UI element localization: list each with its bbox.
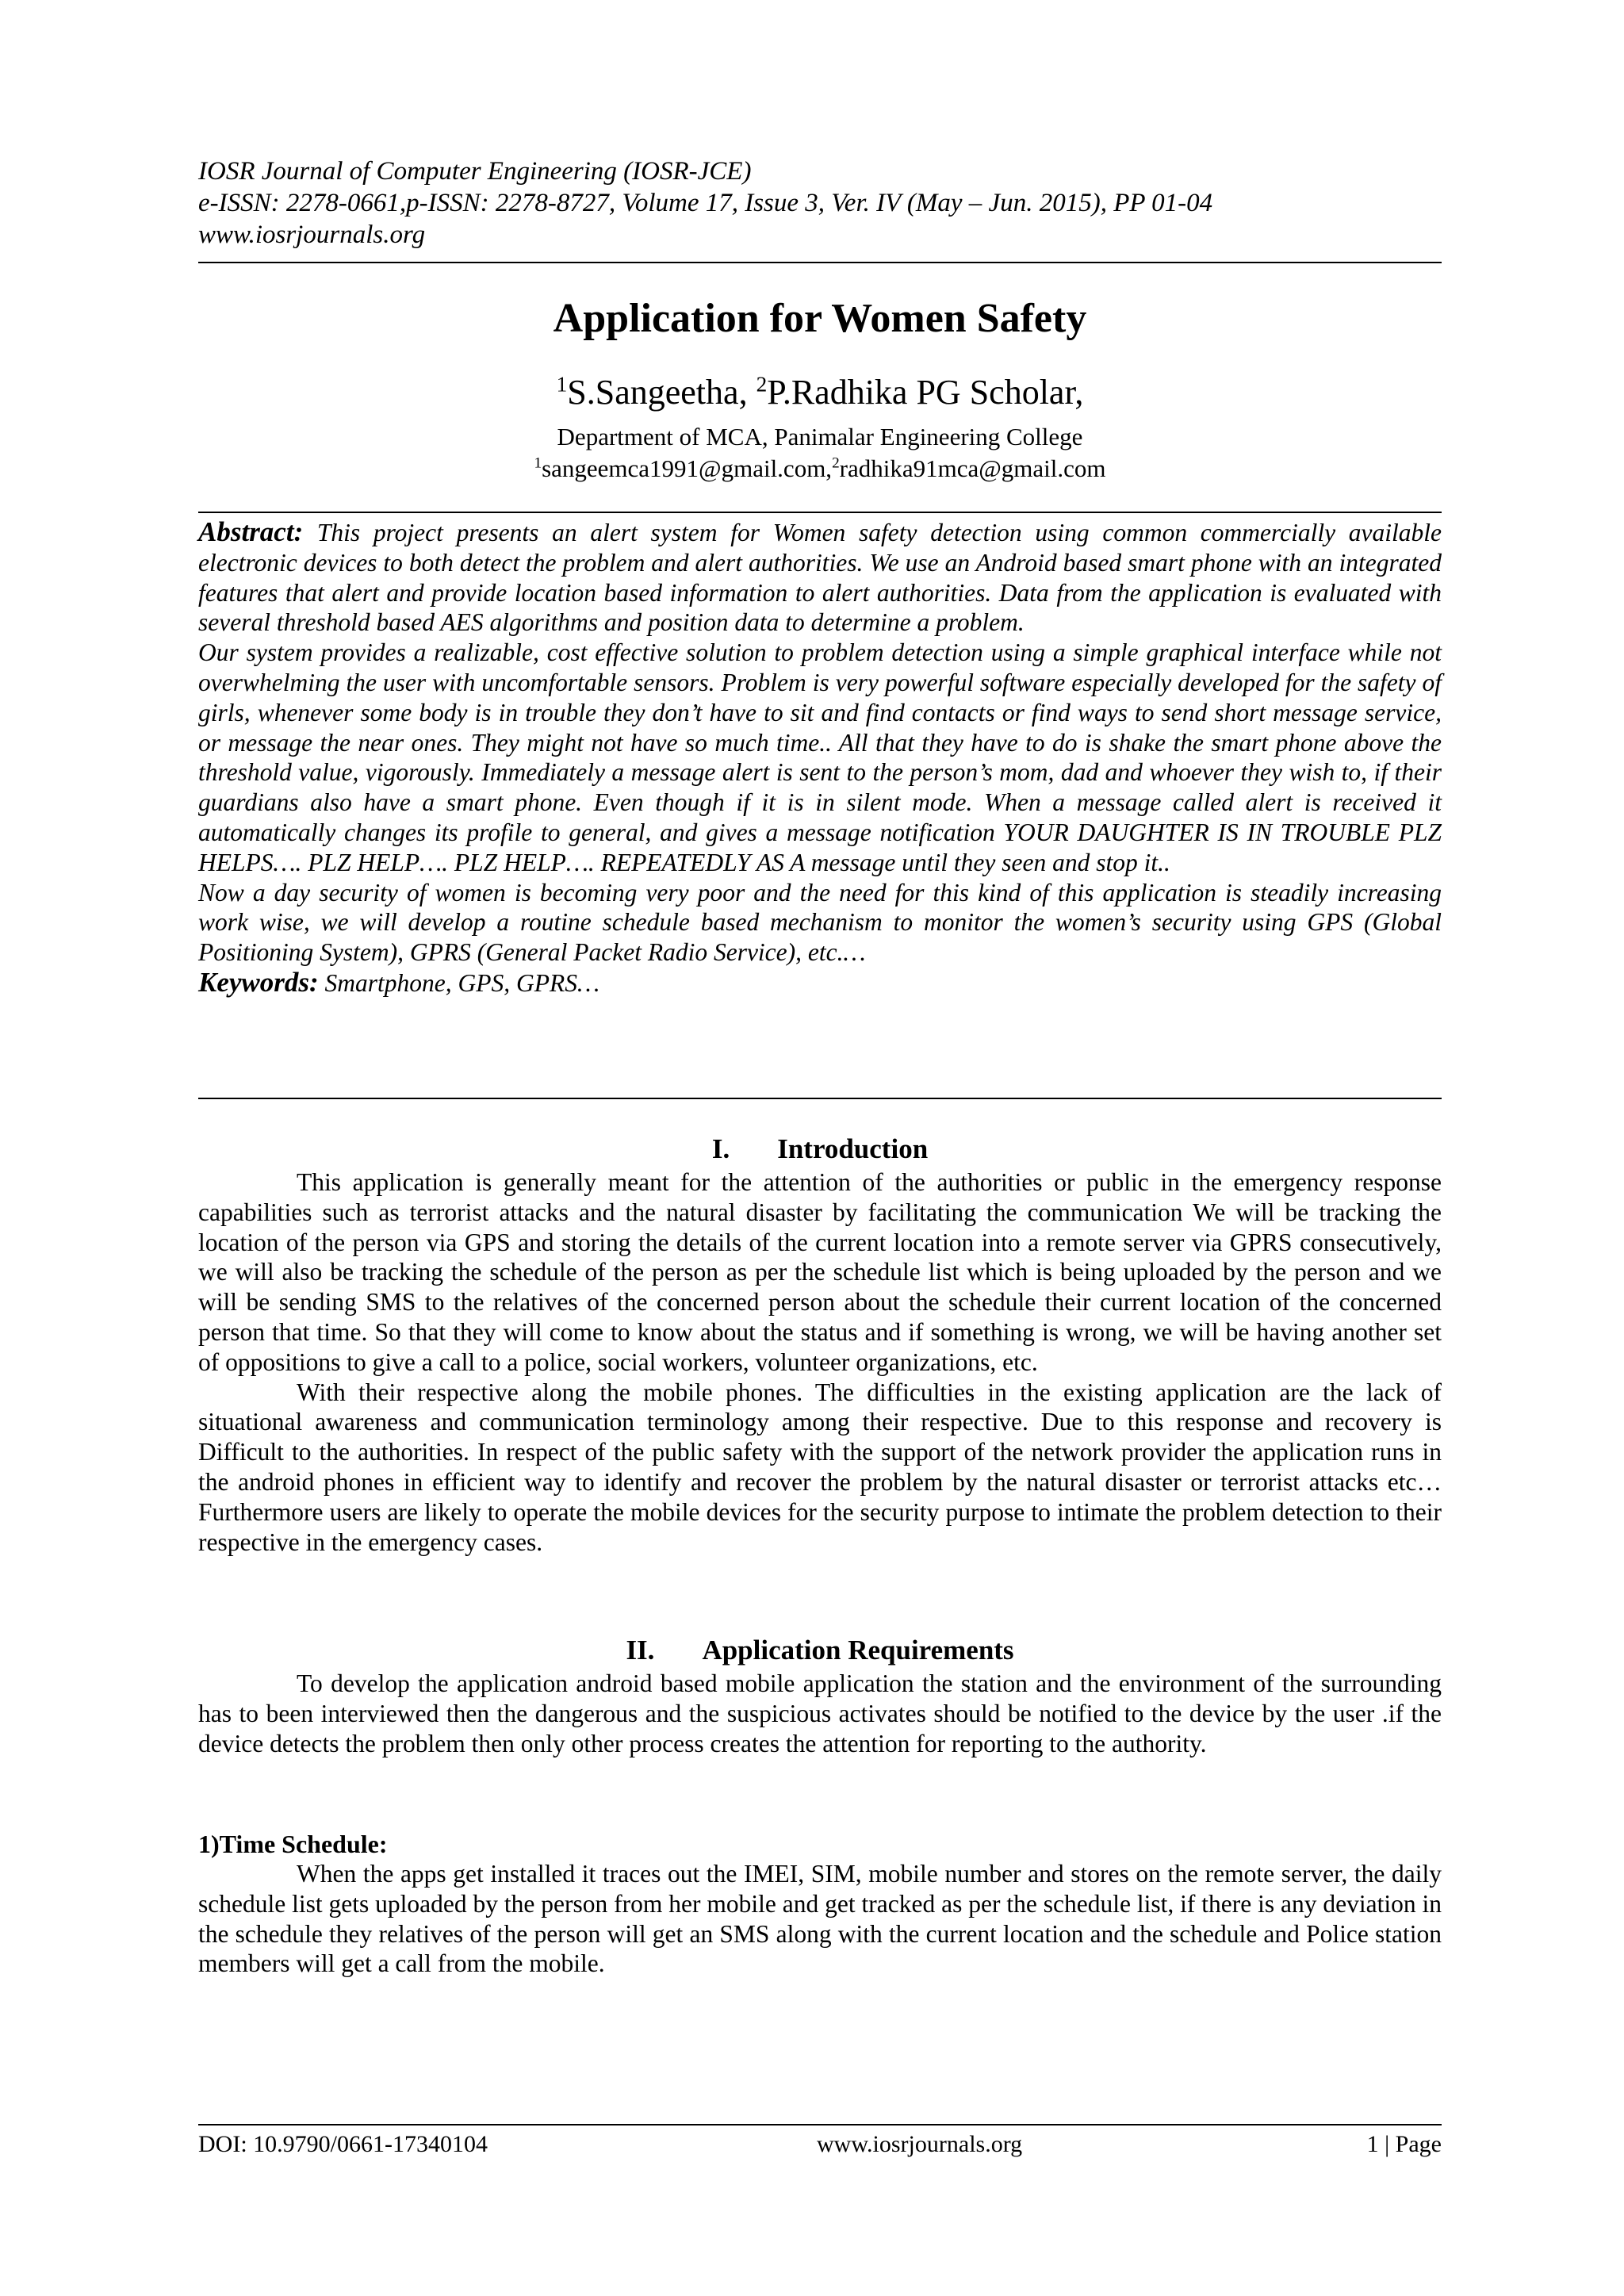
abstract-top-rule [198,512,1442,513]
email-1: sangeemca1991@gmail.com, [542,454,833,482]
subsection-heading-time-schedule: 1)Time Schedule: [198,1830,388,1858]
footer-doi: DOI: 10.9790/0661-17340104 [198,2131,488,2157]
abstract-bottom-rule [198,1098,1442,1099]
keywords-label: Keywords: [198,966,319,998]
requirements-paragraph-1: To develop the application android based mobile application the station and the environment of the surrounding has to been interviewed then the dangerous and the suspicious activates should be notified to the device by the user .if the device detects the problem then only other process creates the attention for reporting to the authority. [198,1669,1442,1757]
journal-name: IOSR Journal of Computer Engineering (IOSR-JCE) [198,157,752,186]
footer-website: www.iosrjournals.org [817,2131,1023,2157]
section-number: II. [626,1635,655,1665]
section-title: Introduction [777,1133,929,1164]
time-schedule-body [198,1859,1442,1979]
journal-header [198,155,1442,251]
author-2-superscript: 2 [756,372,768,397]
introduction-paragraph-1: This application is generally meant for the attention of the authorities or public in the emergency response capabilities such as terrorist attacks and the natural disaster by facilitating the communication We will be tracking the location of the person via GPS and storing the details of the current location into a remote server via GPRS consecutively, we will also be tracking the schedule of the person as per the schedule list which is being uploaded by the person and we will be sending SMS to the relatives of the concerned person about the schedule their current location of the concerned person that time. So that they will come to know about the status and if something is wrong, we will be having another set of oppositions to give a call to a police, social workers, volunteer organizations, etc. [198,1168,1442,1376]
keywords-line [198,968,1442,999]
author-1-superscript: 1 [556,372,568,397]
section-heading-application-requirements [198,1634,1442,1667]
journal-issn: e-ISSN: 2278-0661,p-ISSN: 2278-8727, Volume 17, Issue 3, Ver. IV (May – Jun. 2015), PP 01-04 [198,189,1213,217]
header-divider [198,262,1442,263]
section-number: I. [711,1133,730,1164]
email-1-superscript: 1 [534,454,542,472]
introduction-paragraph-2: With their respective along the mobile phones. The difficulties in the existing application are the lack of situational awareness and communication terminology among their respective. Due to this response and recovery is Difficult to the authorities. In respect of the public safety with the support of the network provider the application runs in the android phones in efficient way to identify and recover the problem by the natural disaster or terrorist attacks etc… Furthermore users are likely to operate the mobile devices for the security purpose to intimate the problem detection to their respective in the emergency cases. [198,1378,1442,1556]
keywords-text: Smartphone, GPS, GPRS… [324,968,600,997]
abstract-paragraph-1: Abstract: This project presents an alert system for Women safety detection using common commercially available electronic devices to both detect the problem and alert authorities. We use an Android based smart phone with an integrated features that alert and provide location based information to alert authorities. Data from the application is evaluated with several threshold based AES algorithms and position data to determine a problem. [198,516,1442,637]
footer-divider [198,2124,1442,2125]
author-line [198,371,1442,414]
author-1-name: S.Sangeetha, [567,373,756,412]
footer-page-number: 1 | Page [1366,2131,1442,2157]
abstract-paragraph-3: Now a day security of women is becoming very poor and the need for this kind of this application is steadily increasing work wise, we will develop a routine schedule based mechanism to monitor the women’s security using GPS (Global Positioning System), GPRS (General Packet Radio Service), etc.… [198,878,1442,967]
abstract-label: Abstract [198,516,294,547]
affiliation: Department of MCA, Panimalar Engineering College [557,423,1083,450]
abstract-text-1: This project presents an alert system for Women safety detection using common commercially available electronic devices to both detect the problem and alert authorities. We use an Android based smart phone with an integrated features that alert and provide location based information to alert authorities. Data from the application is evaluated with several threshold based AES algorithms and position data to determine a problem. [198,519,1442,637]
abstract-block [198,517,1442,999]
author-2-name: P.Radhika PG Scholar, [767,373,1084,412]
section-title: Application Requirements [702,1635,1014,1665]
time-schedule-paragraph-1: When the apps get installed it traces out the IMEI, SIM, mobile number and stores on the remote server, the daily schedule list gets uploaded by the person from her mobile and get tracked as per the schedule list, if there is any deviation in the schedule they relatives of the person will get an SMS along with the current location and the schedule and Police station members will get a call from the mobile. [198,1860,1442,1978]
email-2: radhika91mca@gmail.com [839,454,1106,482]
introduction-body [198,1167,1442,1557]
email-2-superscript: 2 [832,454,840,472]
section-heading-introduction [198,1133,1442,1166]
paper-title: Application for Women Safety [553,296,1087,341]
email-line [198,454,1442,484]
application-requirements-body [198,1669,1442,1758]
journal-website: www.iosrjournals.org [198,220,426,249]
abstract-paragraph-2: Our system provides a realizable, cost effective solution to problem detection using a simple graphical interface while not overwhelming the user with uncomfortable sensors. Problem is very powerful software especially developed for the safety of girls, whenever some body is in trouble they don’t have to sit and find contacts or find ways to send short message service, or message the near ones. They might not have so much time.. All that they have to do is shake the smart phone above the threshold value, vigorously. Immediately a message alert is sent to the person’s mom, dad and whoever they wish to, if their guardians also have a smart phone. Even though if it is in silent mode. When a message called alert is received it automatically changes its profile to general, and gives a message notification YOUR DAUGHTER IS IN TROUBLE PLZ HELPS…. PLZ HELP…. PLZ HELP…. REPEATEDLY AS A message until they seen and stop it.. [198,638,1442,876]
